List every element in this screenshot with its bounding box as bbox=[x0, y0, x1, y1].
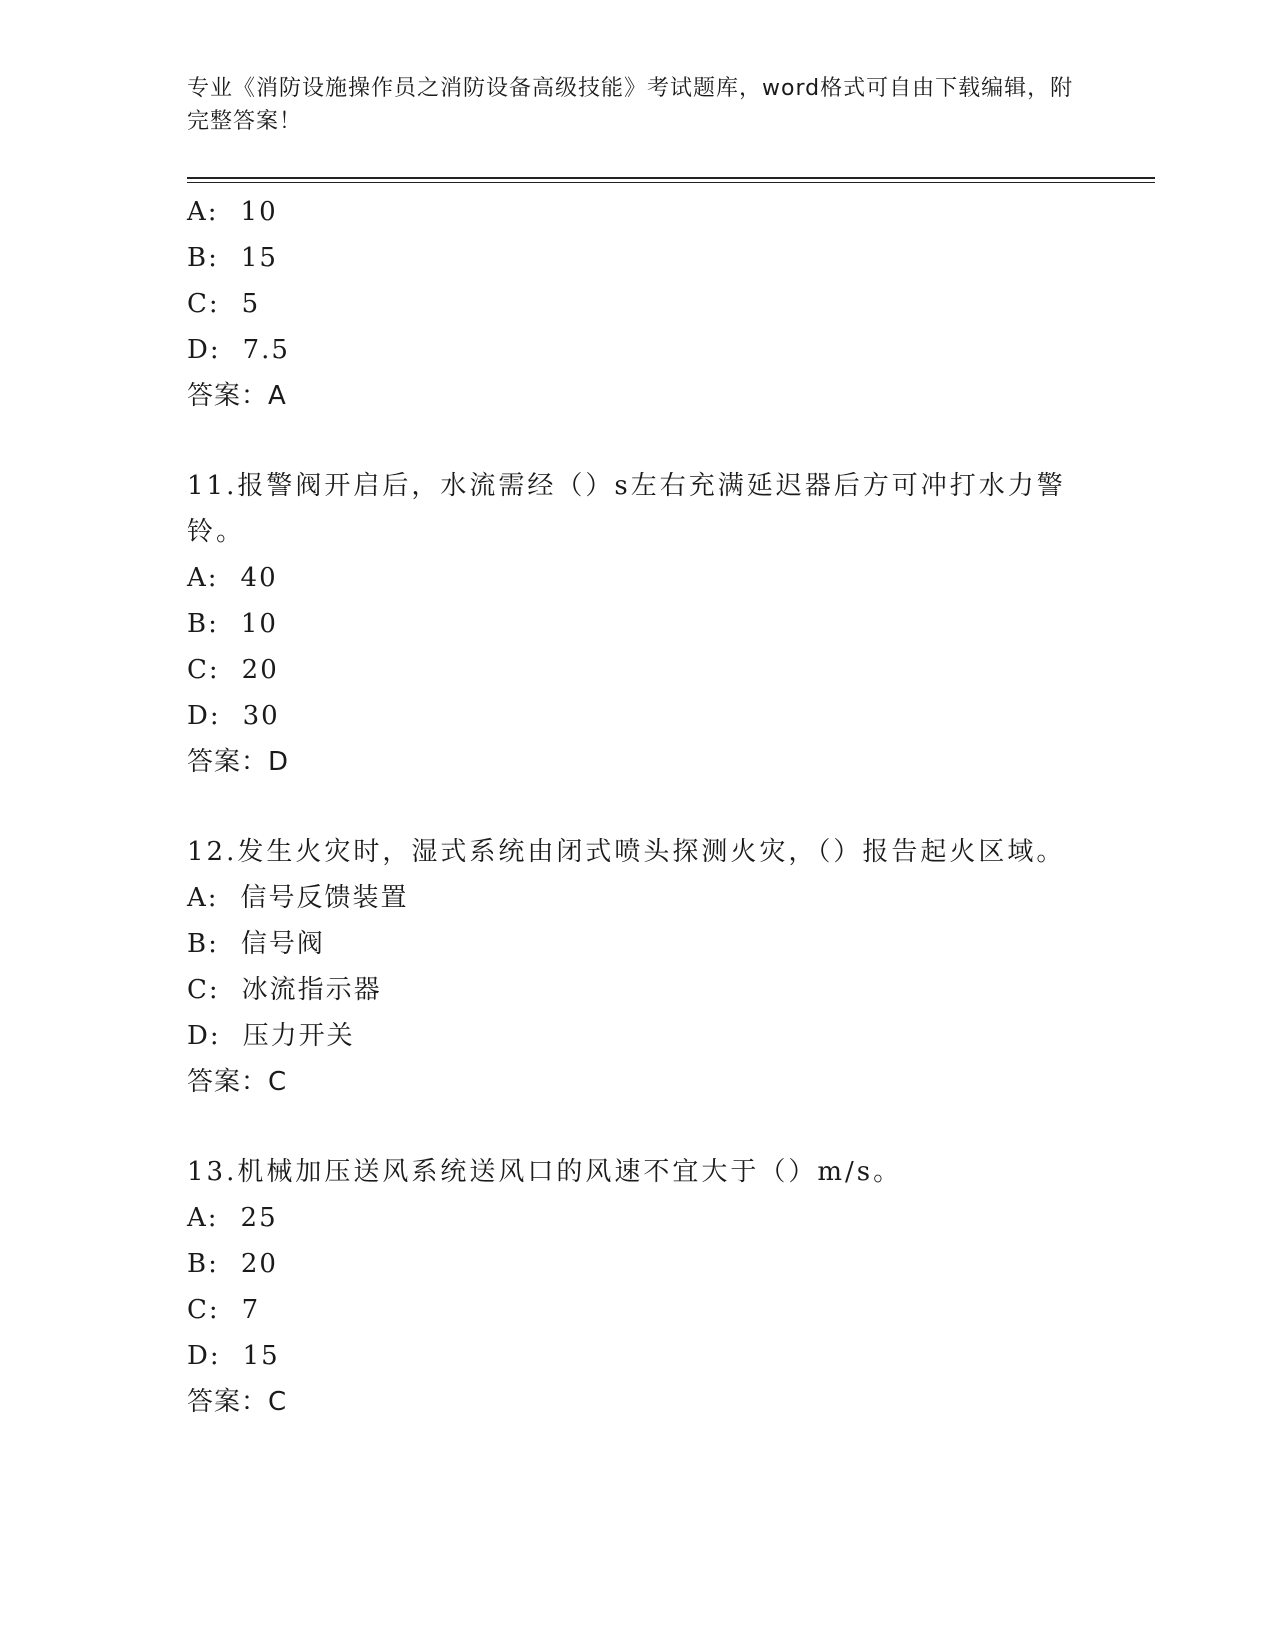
option-key: C: bbox=[187, 1295, 220, 1325]
question-block-continued bbox=[187, 189, 1087, 419]
option-text: 25 bbox=[240, 1203, 278, 1233]
option-line bbox=[187, 601, 1087, 647]
header-divider-thick bbox=[187, 177, 1155, 179]
option-key: D: bbox=[187, 335, 221, 365]
option-line bbox=[187, 1333, 1087, 1379]
option-key: B: bbox=[187, 1249, 219, 1279]
option-text: 信号反馈装置 bbox=[240, 883, 409, 913]
question-block bbox=[187, 829, 1087, 1105]
option-line bbox=[187, 875, 1087, 921]
option-key: C: bbox=[187, 655, 220, 685]
question-list bbox=[187, 189, 1087, 1425]
option-key: B: bbox=[187, 929, 219, 959]
answer-label: 答案： bbox=[187, 381, 269, 411]
option-key: A: bbox=[187, 883, 219, 913]
option-text: 20 bbox=[240, 1249, 278, 1279]
option-line bbox=[187, 647, 1087, 693]
answer-label: 答案： bbox=[187, 747, 269, 777]
option-key: A: bbox=[187, 1203, 219, 1233]
header-divider-thin bbox=[187, 182, 1155, 183]
option-text: 7.5 bbox=[242, 335, 290, 365]
option-text: 15 bbox=[240, 243, 278, 273]
answer-line bbox=[187, 1059, 1087, 1105]
option-key: A: bbox=[187, 563, 219, 593]
document-header-note: 专业《消防设施操作员之消防设备高级技能》考试题库，word格式可自由下载编辑，附完整答案！ bbox=[187, 76, 1074, 134]
option-line bbox=[187, 693, 1087, 739]
option-text: 冰流指示器 bbox=[241, 975, 382, 1005]
option-line bbox=[187, 1013, 1087, 1059]
question-stem: 11.报警阀开启后，水流需经（）s左右充满延迟器后方可冲打水力警铃。 bbox=[187, 471, 1066, 547]
option-key: B: bbox=[187, 609, 219, 639]
option-text: 5 bbox=[241, 289, 261, 319]
option-line bbox=[187, 555, 1087, 601]
option-key: C: bbox=[187, 289, 220, 319]
option-key: B: bbox=[187, 243, 219, 273]
option-key: D: bbox=[187, 1341, 221, 1371]
option-text: 信号阀 bbox=[240, 929, 325, 959]
option-text: 40 bbox=[240, 563, 278, 593]
option-line bbox=[187, 235, 1087, 281]
question-block bbox=[187, 1149, 1087, 1425]
option-line bbox=[187, 189, 1087, 235]
answer-label: 答案： bbox=[187, 1067, 269, 1097]
option-text: 10 bbox=[240, 197, 278, 227]
answer-value: C bbox=[268, 1387, 288, 1417]
option-line bbox=[187, 327, 1087, 373]
option-text: 7 bbox=[241, 1295, 261, 1325]
question-stem: 13.机械加压送风系统送风口的风速不宜大于（）m/s。 bbox=[187, 1157, 903, 1187]
answer-value: A bbox=[268, 381, 287, 411]
option-key: D: bbox=[187, 1021, 221, 1051]
option-text: 15 bbox=[242, 1341, 280, 1371]
option-line bbox=[187, 967, 1087, 1013]
answer-label: 答案： bbox=[187, 1387, 269, 1417]
option-line bbox=[187, 921, 1087, 967]
option-key: D: bbox=[187, 701, 221, 731]
answer-value: C bbox=[268, 1067, 288, 1097]
answer-line bbox=[187, 373, 1087, 419]
option-text: 30 bbox=[242, 701, 280, 731]
answer-line bbox=[187, 1379, 1087, 1425]
option-key: C: bbox=[187, 975, 220, 1005]
option-text: 20 bbox=[241, 655, 279, 685]
question-stem: 12.发生火灾时，湿式系统由闭式喷头探测火灾，（）报告起火区域。 bbox=[187, 837, 1066, 867]
option-text: 压力开关 bbox=[242, 1021, 355, 1051]
answer-value: D bbox=[268, 747, 290, 777]
option-line bbox=[187, 1241, 1087, 1287]
question-block bbox=[187, 463, 1087, 785]
option-line bbox=[187, 1195, 1087, 1241]
answer-line bbox=[187, 739, 1087, 785]
option-key: A: bbox=[187, 197, 219, 227]
option-line bbox=[187, 1287, 1087, 1333]
option-line bbox=[187, 281, 1087, 327]
option-text: 10 bbox=[240, 609, 278, 639]
